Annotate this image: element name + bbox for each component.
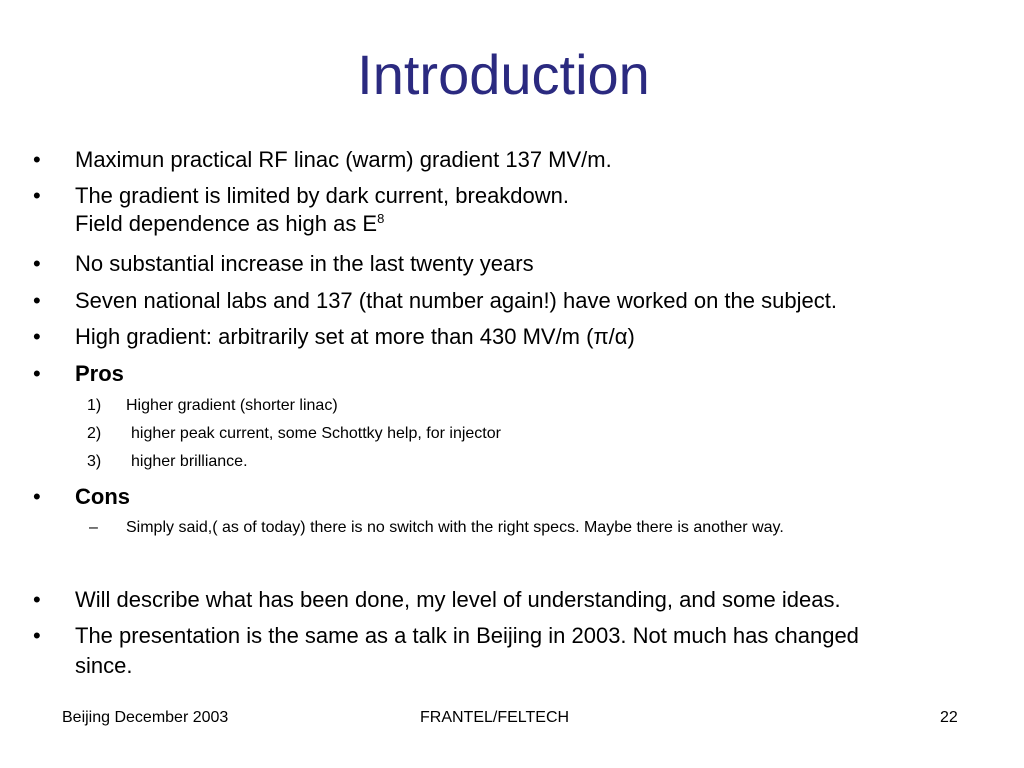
bullet-marker: •	[33, 324, 41, 349]
bullet-text: The gradient is limited by dark current, breakdown.	[75, 183, 570, 208]
bullet-text: Maximun practical RF linac (warm) gradient 137 MV/m.	[75, 147, 612, 172]
cons-item-text: Simply said,( as of today) there is no switch with the right specs. Maybe there is another way.	[126, 519, 784, 536]
bullet-text: The presentation is the same as a talk in Beijing in 2003. Not much has changed	[75, 623, 859, 648]
bullet-marker: •	[33, 623, 41, 648]
bullet-marker: •	[33, 251, 41, 276]
pros-item-text: Higher gradient (shorter linac)	[126, 397, 338, 414]
pros-item-number: 3)	[87, 453, 102, 470]
exponent-superscript: 8	[377, 211, 385, 226]
bullet-marker: •	[33, 147, 41, 172]
pros-item-number: 1)	[87, 397, 102, 414]
pros-item-number: 2)	[87, 425, 102, 442]
pros-item-text: higher peak current, some Schottky help, for injector	[131, 425, 501, 442]
footer-center: FRANTEL/FELTECH	[420, 709, 570, 726]
footer-left: Beijing December 2003	[62, 709, 229, 726]
bullet-text: Will describe what has been done, my level of understanding, and some ideas.	[75, 587, 841, 612]
pros-heading: Pros	[75, 361, 124, 386]
cons-item-marker: –	[89, 519, 98, 536]
pros-item-text: higher brilliance.	[131, 453, 248, 470]
bullet-marker: •	[33, 183, 41, 208]
bullet-text: Seven national labs and 137 (that number again!) have worked on the subject.	[75, 288, 837, 313]
page-number: 22	[940, 709, 958, 726]
bullet-marker: •	[33, 587, 41, 612]
field-dependence-text: Field dependence as high as E	[75, 211, 378, 236]
bullet-text: High gradient: arbitrarily set at more than 430 MV/m (π/α)	[75, 324, 635, 349]
bullet-marker: •	[33, 361, 41, 386]
cons-heading: Cons	[75, 484, 130, 509]
bullet-marker: •	[33, 288, 41, 313]
bullet-marker: •	[33, 484, 41, 509]
slide-title: Introduction	[357, 43, 650, 106]
bullet-text: No substantial increase in the last twenty years	[75, 251, 534, 276]
bullet-text-continuation	[75, 210, 384, 238]
bullet-text-continuation: since.	[75, 653, 133, 678]
